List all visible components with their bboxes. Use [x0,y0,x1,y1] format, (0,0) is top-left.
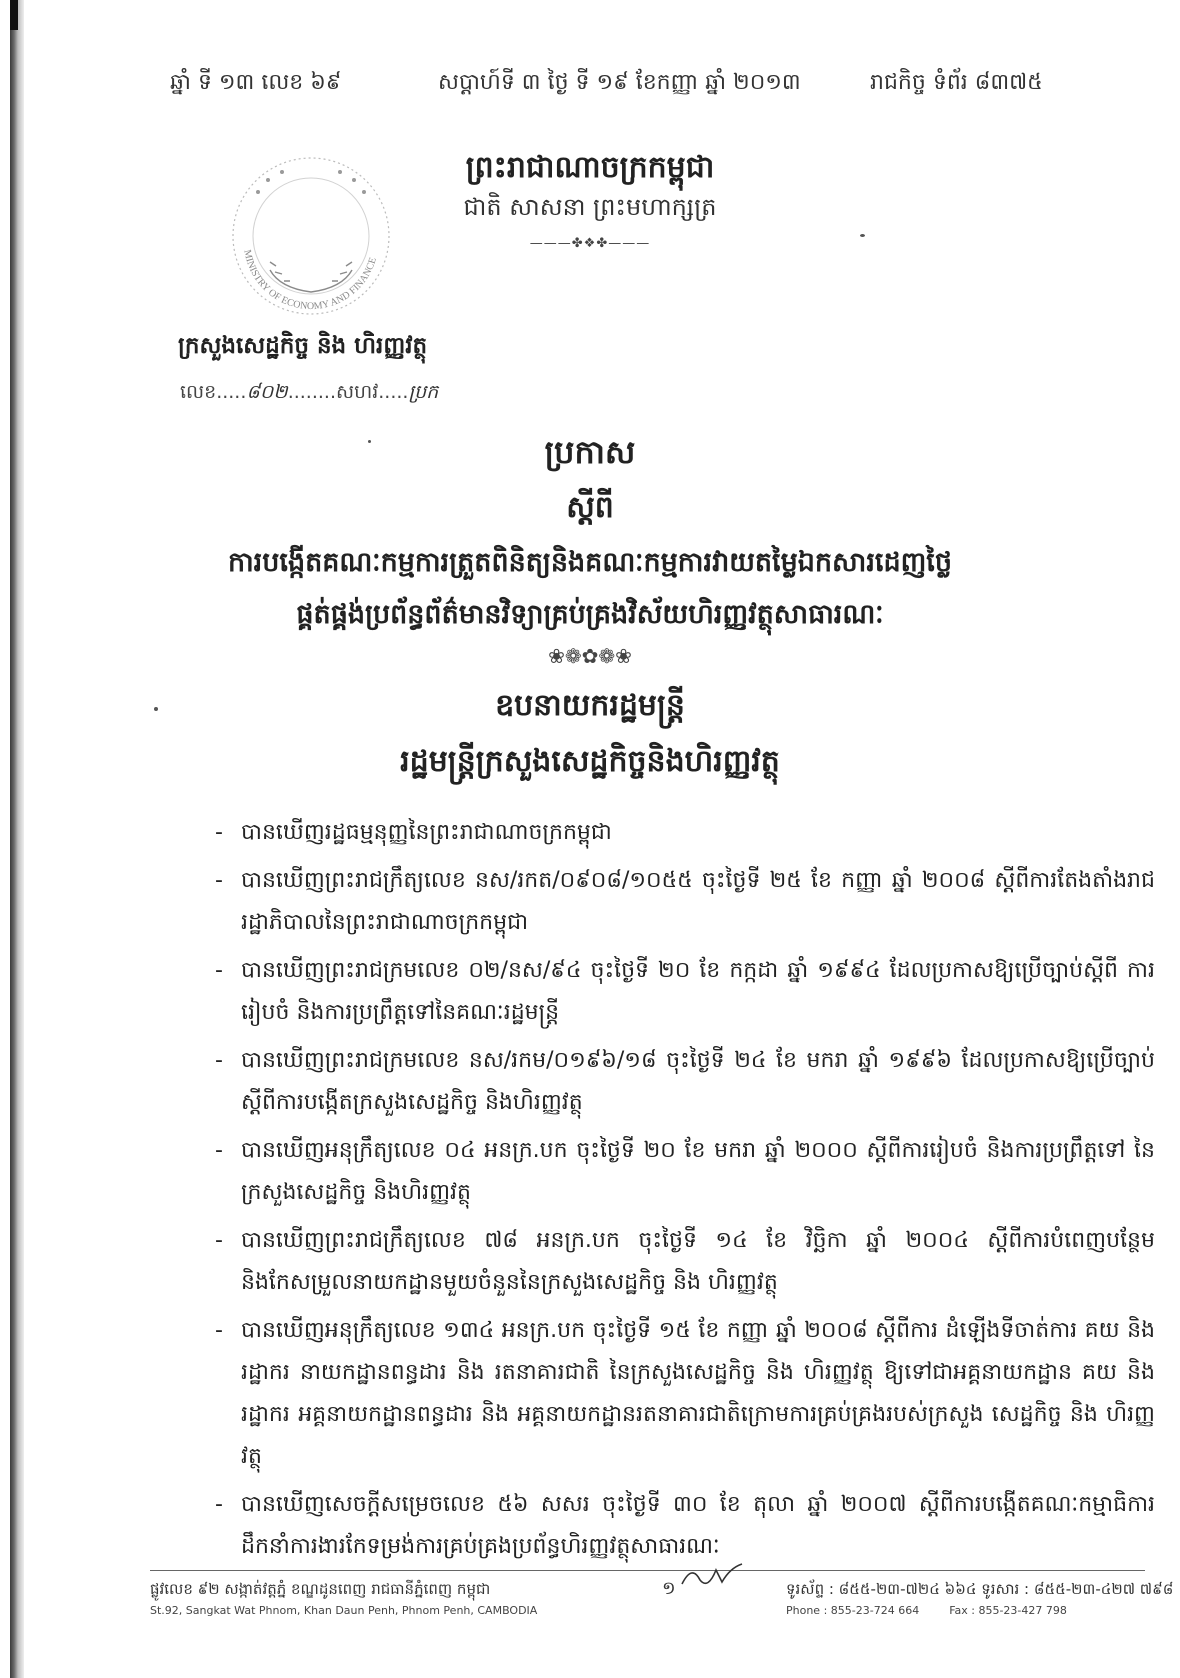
page-number: ១ [662,1578,676,1599]
legal-basis-item: - បានឃើញព្រះរាជក្រមលេខ នស/រកម/០១៩៦/១៨ ចុះថ្ងៃទី ២៤ ខែ មករា ឆ្នាំ ១៩៩៦ ដែលប្រកាសឱ្យប្រើច្បាប់ស្ដីពីការបង្កើតក្រសួងសេដ្ឋកិច្ច និងហិរញ្ញវត្ថុ [215,1048,1155,1115]
gazette-year-issue: ឆ្នាំ ទី ១៣ លេខ ៦៩ [170,70,342,95]
ref-suffix-label: សហវ. [336,381,385,403]
kingdom-name: ព្រះរាជាណាចក្រកម្ពុជា [465,150,715,185]
scan-edge-shadow [10,0,24,1678]
issuer-title-minister: រដ្ឋមន្ត្រីក្រសួងសេដ្ឋកិច្ចនិងហិរញ្ញវត្ថុ [400,744,780,779]
legal-basis-item: - បានឃើញព្រះរាជក្រឹត្យលេខ ៧៨ អនក្រ.បក ចុះថ្ងៃទី ១៤ ខែ វិច្ឆិកា ឆ្នាំ ២០០៤ ស្ដីពីការបំពេញបន្ថែម និងកែសម្រួលនាយកដ្ឋានមួយចំនួននៃក្រសួងសេដ្ឋកិច្ច និង ហិរញ្ញវត្ថុ [215,1228,1155,1295]
seal-ring-text: MINISTRY OF ECONOMY AND FINANCE [241,248,379,313]
reference-line: លេខ.....៨០២........សហវ.....ប្រក [180,381,439,403]
address-khmer: ផ្លូវលេខ ៩២ សង្កាត់វត្តភ្នំ ខណ្ឌដូនពេញ រាជធានីភ្នំពេញ កម្ពុជា [150,1580,491,1598]
national-motto: ជាតិ សាសនា ព្រះមហាក្សត្រ [463,193,717,221]
issuer-title-deputy-pm: ឧបនាយករដ្ឋមន្ត្រី [495,688,685,723]
legal-basis-list [215,812,1155,1574]
address-english: St.92, Sangkat Wat Phnom, Khan Daun Penh, Phnom Penh, CAMBODIA [150,1604,538,1617]
gazette-week-date: សប្ដាហ៍ទី ៣ ថ្ងៃ ទី ១៩ ខែកញ្ញា ឆ្នាំ ២០១៣ [438,70,801,95]
fax-english: Fax : 855-23-427 798 [949,1604,1067,1617]
doc-subject-line-1: ការបង្កើតគណៈកម្មការត្រួតពិនិត្យនិងគណៈកម្មការវាយតម្លៃឯកសារដេញថ្លៃ [227,547,953,578]
scan-speck [368,440,371,443]
doc-about-label: ស្ដីពី [566,490,614,525]
footer-divider [150,1570,1145,1571]
initials-signature-icon [678,1560,748,1590]
legal-basis-item: - បានឃើញរដ្ឋធម្មនុញ្ញនៃព្រះរាជាណាចក្រកម្ពុជា [215,820,612,845]
gazette-page: រាជកិច្ច ទំព័រ ៨៣៧៥ [870,70,1043,95]
legal-basis-item: - បានឃើញព្រះរាជក្រមលេខ ០២/នស/៩៤ ចុះថ្ងៃទី ២០ ខែ កក្កដា ឆ្នាំ ១៩៩៤ ដែលប្រកាសឱ្យប្រើច្បាប់ស្ដីពី ការរៀបចំ និងការប្រព្រឹត្តទៅនៃគណៈរដ្ឋមន្ត្រី [215,958,1155,1025]
doc-subject-line-2: ផ្គត់ផ្គង់ប្រព័ន្ធព័ត៌មានវិទ្យាគ្រប់គ្រងវិស័យហិរញ្ញវត្ថុសាធារណៈ [296,599,884,630]
scan-speck [860,234,865,237]
doc-type-title: ប្រកាស [544,433,636,471]
ministry-name: ក្រសួងសេដ្ឋកិច្ច និង ហិរញ្ញវត្ថុ [178,333,428,359]
ministry-seal-icon [218,150,404,322]
ref-number: ៨០២ [246,381,288,403]
contacts-khmer: ទូរស័ព្ទ : ៨៥៥-២៣-៧២៤ ៦៦៤ ទូរសារ : ៨៥៥-២៣-៤២៧ ៧៩៨ [786,1580,1174,1598]
title-ornament: ❀❁✿❁❀ [548,644,632,668]
motto-ornament: ———✤❖✤——— [529,236,651,251]
ref-label: លេខ [180,381,217,403]
legal-basis-item: - បានឃើញសេចក្ដីសម្រេចលេខ ៥៦ សសរ ចុះថ្ងៃទី ៣០ ខែ តុលា ឆ្នាំ ២០០៧ ស្ដីពីការបង្កើតគណៈកម្មាធិការដឹកនាំការងារកែទម្រង់ការគ្រប់គ្រងប្រព័ន្ធហិរញ្ញវត្ថុសាធារណៈ [215,1492,1155,1559]
scan-edge-mark [10,0,18,30]
legal-basis-item: - បានឃើញអនុក្រឹត្យលេខ ០៤ អនក្រ.បក ចុះថ្ងៃទី ២០ ខែ មករា ឆ្នាំ ២០០០ ស្ដីពីការរៀបចំ និងការប្រព្រឹត្តទៅ នៃក្រសួងសេដ្ឋកិច្ច និងហិរញ្ញវត្ថុ [215,1138,1155,1205]
scan-speck [154,707,158,711]
legal-basis-item: - បានឃើញព្រះរាជក្រឹត្យលេខ នស/រកត/០៩០៨/១០៥៥ ចុះថ្ងៃទី ២៥ ខែ កញ្ញា ឆ្នាំ ២០០៨ ស្ដីពីការតែងតាំងរាជរដ្ឋាភិបាលនៃព្រះរាជាណាចក្រកម្ពុជា [215,868,1155,935]
legal-basis-item: - បានឃើញអនុក្រឹត្យលេខ ១៣៤ អនក្រ.បក ចុះថ្ងៃទី ១៥ ខែ កញ្ញា ឆ្នាំ ២០០៨ ស្ដីពីការ ដំឡើងទីចាត់ការ គយ និង រដ្ឋាករ នាយកដ្ឋានពន្ធដារ និង រតនាគារជាតិ នៃក្រសួងសេដ្ឋកិច្ច និង ហិរញ្ញវត្ថុ ឱ្យទៅជាអគ្គនាយកដ្ឋាន គយ និង រដ្ឋាករ អគ្គនាយកដ្ឋានពន្ធដារ និង អគ្គនាយកដ្ឋានរតនាគារជាតិក្រោមការគ្រប់គ្រងរបស់ក្រសួង សេដ្ឋកិច្ច និង ហិរញ្ញវត្ថុ [215,1318,1155,1469]
contacts-english [786,1600,1173,1622]
footer-address [150,1578,537,1622]
phone-english: Phone : 855-23-724 664 [786,1604,920,1617]
ref-suffix-value: ប្រក [408,381,439,403]
footer-contacts [786,1578,1173,1622]
